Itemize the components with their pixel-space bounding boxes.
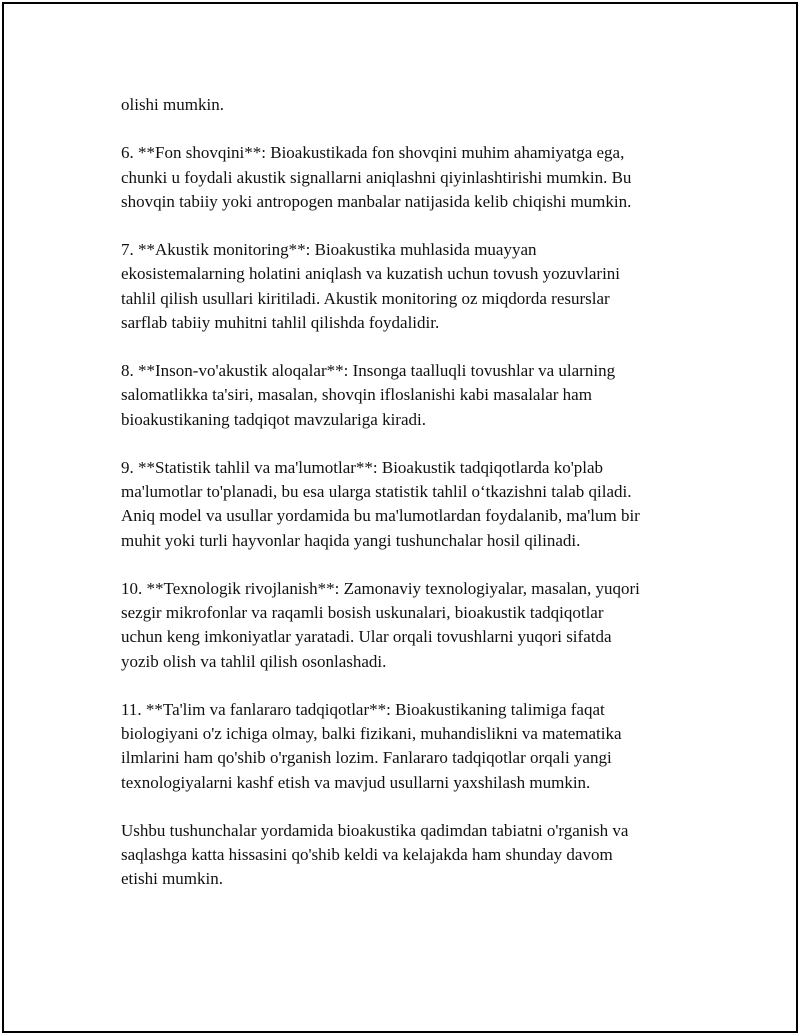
text-line: 10. **Texnologik rivojlanish**: Zamonaviy texnologiyalar, masalan, yuqori <box>121 578 640 598</box>
text-line: uchun keng imkoniyatlar yaratadi. Ular orqali tovushlarni yuqori sifatda <box>121 627 612 647</box>
text-line: sarflab tabiiy muhitni tahlil qilishda foydalidir. <box>121 312 440 332</box>
text-line: texnologiyalarni kashf etish va mavjud usullarni yaxshilash mumkin. <box>121 772 591 792</box>
paragraph-texnologik-rivojlanish <box>121 577 721 674</box>
text-line: bioakustikaning tadqiqot mavzulariga kiradi. <box>121 409 426 429</box>
text-line: ekosistemalarning holatini aniqlash va kuzatish uchun tovush yozuvlarini <box>121 264 621 284</box>
paragraph-inson-akustik-aloqalar <box>121 359 721 432</box>
text-line: tahlil qilish usullari kiritiladi. Akustik monitoring oz miqdorda resurslar <box>121 288 610 308</box>
paragraph-conclusion <box>121 819 721 892</box>
text-line: shovqin tabiiy yoki antropogen manbalar natijasida kelib chiqishi mumkin. <box>121 191 632 211</box>
text-line: 9. **Statistik tahlil va ma'lumotlar**: Bioakustik tadqiqotlarda ko'plab <box>121 457 604 477</box>
text-line: ma'lumotlar to'planadi, bu esa ularga statistik tahlil o‘tkazishni talab qiladi. <box>121 482 632 502</box>
text-line: sezgir mikrofonlar va raqamli bosish uskunalari, bioakustik tadqiqotlar <box>121 603 604 623</box>
text-line: yozib olish va tahlil qilish osonlashadi. <box>121 651 387 671</box>
paragraph-talim-fanlararo <box>121 698 721 795</box>
paragraph-statistik-tahlil <box>121 456 721 553</box>
text-line: 6. **Fon shovqini**: Bioakustikada fon shovqini muhim ahamiyatga ega, <box>121 143 625 163</box>
text-line: ilmlarini ham qo'shib o'rganish lozim. Fanlararo tadqiqotlar orqali yangi <box>121 748 612 768</box>
text-line: muhit yoki turli hayvonlar haqida yangi tushunchalar hosil qilinadi. <box>121 530 581 550</box>
text-line: 8. **Inson-vo'akustik aloqalar**: Insonga taalluqli tovushlar va ularning <box>121 361 616 381</box>
text-line: chunki u foydali akustik signallarni aniqlashni qiyinlashtirishi mumkin. Bu <box>121 167 632 187</box>
text-line: etishi mumkin. <box>121 869 223 889</box>
text-line: Ushbu tushunchalar yordamida bioakustika qadimdan tabiatni o'rganish va <box>121 820 629 840</box>
document-page <box>2 2 798 1033</box>
text-line: olishi mumkin. <box>121 95 224 114</box>
text-line: biologiyani o'z ichiga olmay, balki fizikani, muhandislikni va matematika <box>121 724 622 744</box>
text-line: 11. **Ta'lim va fanlararo tadqiqotlar**: Bioakustikaning talimiga faqat <box>121 699 605 719</box>
document-body <box>121 93 721 916</box>
text-line: Aniq model va usullar yordamida bu ma'lumotlardan foydalanib, ma'lum bir <box>121 506 640 526</box>
paragraph-continuation <box>121 93 721 117</box>
paragraph-akustik-monitoring <box>121 238 721 335</box>
text-line: 7. **Akustik monitoring**: Bioakustika muhlasida muayyan <box>121 240 537 260</box>
text-line: salomatlikka ta'siri, masalan, shovqin ifloslanishi kabi masalalar ham <box>121 385 592 405</box>
paragraph-fon-shovqini <box>121 141 721 214</box>
text-line: saqlashga katta hissasini qo'shib keldi va kelajakda ham shunday davom <box>121 845 613 865</box>
